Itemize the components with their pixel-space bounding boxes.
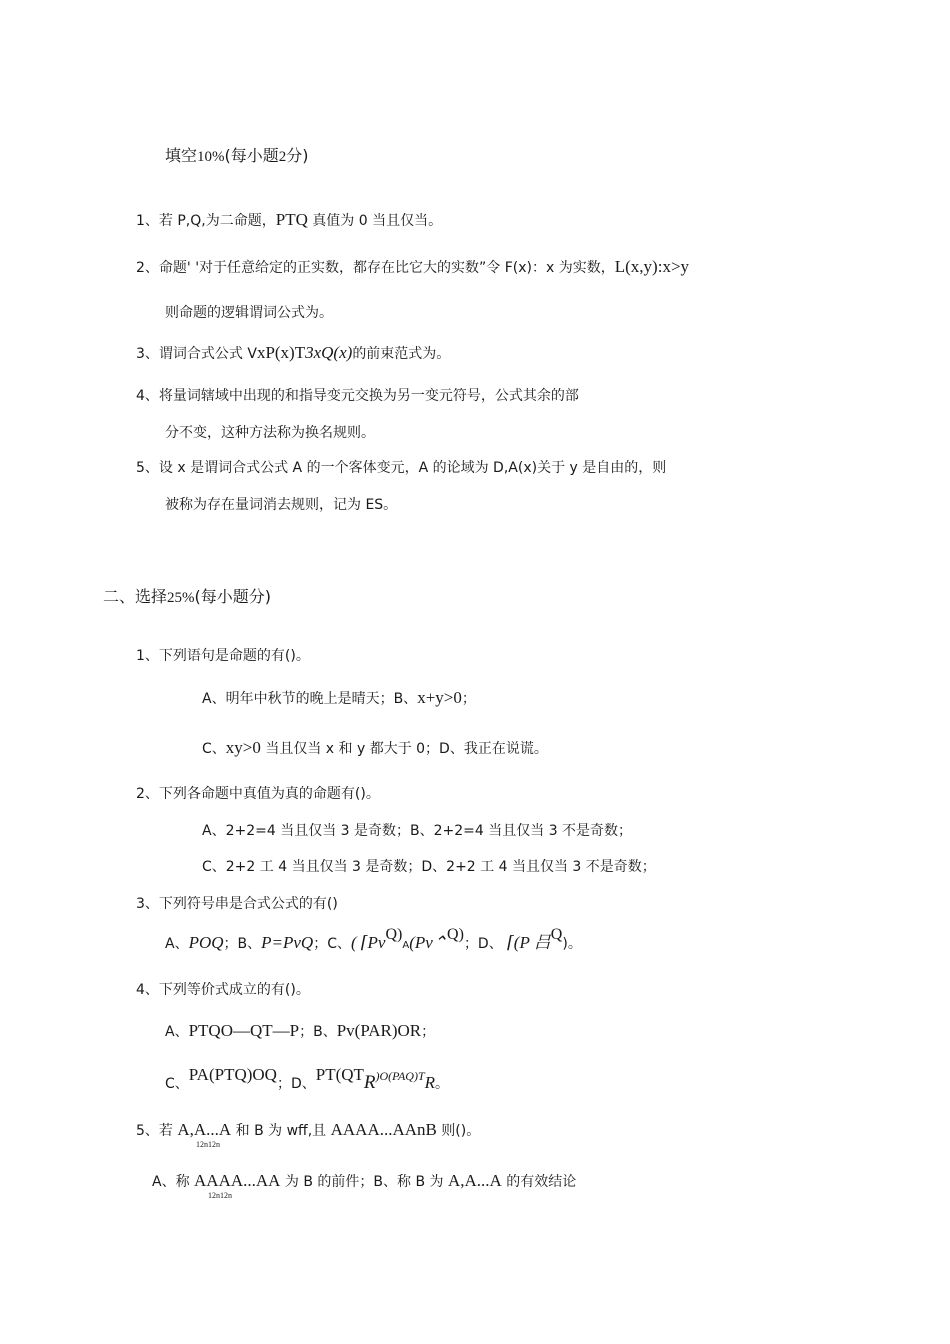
choice-q1-opt-a: A、明年中秋节的晚上是晴天；B、 — [202, 691, 418, 707]
choice-q4-options-ab — [165, 1022, 435, 1041]
choice-q2-options-ab: A、2+2=4 当且仅当 3 是奇数；B、2+2=4 当且仅当 3 不是奇数； — [202, 823, 633, 839]
choice-q5-opt-a: A、称 — [152, 1174, 195, 1190]
section2-heading-note: (每小题分) — [194, 587, 272, 606]
choice-q1-opt-c-math: xy>0 — [225, 738, 261, 757]
choice-q3-c-math-3: (Pv⌃ — [409, 933, 448, 952]
fill-q3-text: 3、谓词合式公式 V — [136, 346, 257, 362]
choice-q2-stem: 2、下列各命题中真值为真的命题有()。 — [136, 786, 380, 802]
choice-q2-options-cd: C、2+2 工 4 当且仅当 3 是奇数；D、2+2 工 4 当且仅当 3 不是奇数； — [202, 859, 656, 875]
choice-q4-c-end: ；D、 — [276, 1076, 316, 1092]
fill-q2-line1 — [136, 258, 689, 277]
choice-q4-d-end: 。 — [435, 1076, 450, 1092]
section1-heading — [165, 146, 309, 167]
fill-q3-end: 的前束范式为。 — [352, 346, 451, 362]
choice-q5-stem-math-1: A,A...A — [177, 1120, 232, 1139]
choice-q5-opt-subscripts: 12n12n — [208, 1191, 232, 1200]
fill-q3-math-italic: 3xQ(x) — [305, 343, 353, 362]
choice-q1-opt-b-math: x+y>0 — [417, 688, 462, 707]
choice-q3-c-sup-2: Q) — [447, 926, 464, 943]
choice-q1-stem: 1、下列语句是命题的有()。 — [136, 648, 310, 664]
choice-q4-d-math-3: )O(PAQ)T — [375, 1069, 425, 1083]
fill-q2-text: 2、命题' '对于任意给定的正实数，都存在比它大的实数”令 F(x)：x 为实数， — [136, 260, 615, 276]
choice-q4-d-math-2: R — [363, 1072, 376, 1093]
choice-q4-c-label: C、 — [165, 1076, 189, 1092]
choice-q5-stem-math-2: AAAA...AAnB — [330, 1120, 437, 1139]
choice-q5-options — [152, 1172, 576, 1191]
choice-q1-options-ab — [202, 689, 476, 708]
choice-q5-stem — [136, 1121, 480, 1140]
choice-q4-d-math-4: R — [424, 1073, 436, 1092]
choice-q4-b-end: ； — [421, 1024, 436, 1040]
choice-q1-opt-cd: 当且仅当 x 和 y 都大于 0；D、我正在说谎。 — [260, 741, 548, 757]
choice-q3-d-math: ⌈(P 吕 — [507, 933, 551, 952]
choice-q4-b-math: Pv(PAR)OR — [336, 1021, 422, 1040]
choice-q3-a-label: A、 — [165, 936, 189, 952]
section2-heading — [103, 587, 271, 608]
fill-q5-line1: 5、设 x 是谓词合式公式 A 的一个客体变元，A 的论域为 D,A(x)关于 y 是自由的，则 — [136, 460, 667, 476]
choice-q4-b-label: ；B、 — [299, 1024, 337, 1040]
section2-heading-percent: 25% — [167, 590, 195, 606]
choice-q3-c-sup-1: Q) — [385, 926, 403, 943]
choice-q5-opt-b: 为 B 的前件；B、称 B 为 — [280, 1174, 448, 1190]
choice-q1-opt-c-label: C、 — [202, 741, 226, 757]
section2-heading-title: 二、选择 — [103, 587, 168, 606]
fill-q1-math: PTQ — [275, 210, 308, 229]
choice-q3-b-label: ；B、 — [223, 936, 262, 952]
choice-q3-c-math-1: ( ⌈Pv — [350, 933, 386, 952]
choice-q4-a-math: PTQO—QT—P — [188, 1021, 300, 1040]
choice-q5-stem-a: 5、若 — [136, 1123, 178, 1139]
choice-q3-b-math: P=PvQ — [261, 933, 314, 952]
choice-q1-opt-b-end: ； — [461, 691, 476, 707]
choice-q3-d-sup: Q — [550, 926, 563, 943]
choice-q4-stem: 4、下列等价式成立的有()。 — [136, 982, 310, 998]
choice-q5-stem-c: 则()。 — [436, 1123, 481, 1139]
choice-q3-stem: 3、下列符号串是合式公式的有() — [136, 896, 338, 912]
choice-q4-a-label: A、 — [165, 1024, 189, 1040]
choice-q3-c-math-2: A — [402, 940, 410, 951]
choice-q5-opt-c: 的有效结论 — [501, 1174, 577, 1190]
section1-heading-percent: 10% — [197, 149, 225, 165]
fill-q3-math: xP(x)T — [256, 343, 306, 362]
choice-q5-opt-math-2: A,A...A — [447, 1171, 502, 1190]
fill-q4-line2: 分不变，这种方法称为换名规则。 — [165, 425, 375, 441]
choice-q3-options — [165, 926, 582, 955]
fill-q3 — [136, 344, 450, 363]
choice-q5-opt-math-1: AAAA...AA — [194, 1171, 281, 1190]
fill-q5-line2: 被称为存在量词消去规则，记为 ES。 — [165, 497, 398, 513]
section1-heading-note: (每小题 — [224, 146, 279, 165]
choice-q5-stem-subscripts: 12n12n — [196, 1140, 220, 1149]
section1-heading-unit: 分) — [286, 146, 309, 165]
fill-q1-text: 1、若 P,Q,为二命题， — [136, 213, 276, 229]
choice-q5-stem-b: 和 B 为 wff,且 — [231, 1123, 331, 1139]
choice-q3-d-label: ；D、 — [463, 936, 508, 952]
choice-q4-c-math: PA(PTQ)OQ — [188, 1065, 277, 1084]
choice-q4-options-cd — [165, 1062, 450, 1093]
choice-q1-options-cd — [202, 739, 548, 758]
choice-q3-a-math: POQ — [188, 933, 224, 952]
choice-q3-d-end: )。 — [562, 936, 582, 952]
section1-heading-points: 2 — [278, 149, 287, 165]
fill-q2-math: L(x,y):x>y — [614, 257, 690, 276]
fill-q2-line2: 则命题的逻辑谓词公式为。 — [165, 305, 333, 321]
section1-heading-title: 填空 — [165, 146, 198, 165]
choice-q4-d-math-1: PT(QT — [315, 1065, 364, 1084]
fill-q4-line1: 4、将量词辖域中出现的和指导变元交换为另一变元符号，公式其余的部 — [136, 388, 579, 404]
fill-q1 — [136, 211, 442, 230]
choice-q3-c-label: ；C、 — [313, 936, 351, 952]
fill-q1-end: 真值为 0 当且仅当。 — [307, 213, 443, 229]
